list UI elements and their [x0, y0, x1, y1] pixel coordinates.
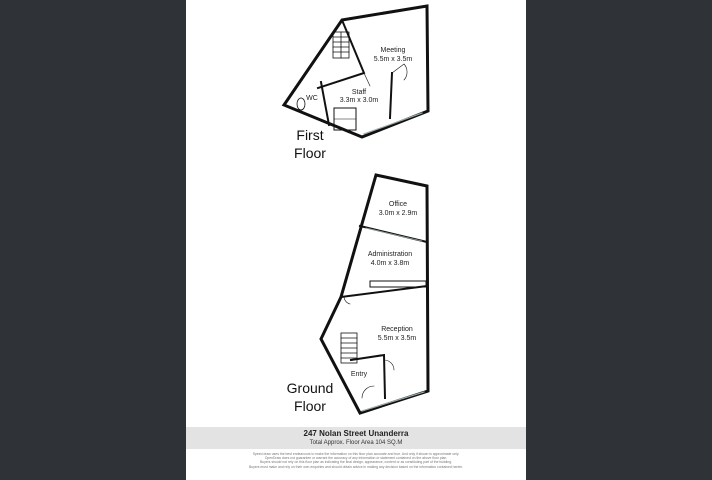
first-floor-inner-wall-wc: [321, 82, 329, 125]
first-floor-window: [364, 113, 422, 134]
room-name-wc: WC: [306, 95, 318, 102]
meeting-door-swing: [392, 64, 407, 80]
total-floor-area: Total Approx. Floor Area 104 SQ.M: [309, 440, 403, 446]
room-name-meeting: Meeting: [380, 47, 406, 54]
room-dims-office: 3.0m x 2.9m: [378, 210, 418, 217]
first-floor-plan: [284, 6, 428, 137]
floor-label-ground-line1: Ground: [286, 380, 334, 396]
disclaimer-line: OpenDraw does not guarantee or warrant the accuracy of any information or statement contained on the above floor plan.: [264, 456, 448, 461]
wall-admin-reception: [341, 286, 427, 297]
staff-door-swing: [364, 73, 370, 86]
toilet-fixture: [297, 98, 305, 110]
floor-label-ground-line2: Floor: [294, 398, 326, 414]
room-name-staff: Staff: [351, 89, 367, 96]
room-name-office: Office: [388, 201, 408, 208]
first-floor-inner-wall-staff: [390, 73, 392, 118]
floor-label-first-line1: First: [296, 127, 324, 143]
room-dims-staff: 3.3m x 3.0m: [339, 97, 379, 104]
room-name-entry: Entry: [350, 371, 368, 378]
floor-plan-drawing: [186, 0, 526, 427]
floor-label-first-line2: Floor: [294, 145, 326, 161]
ground-floor-window-front: [362, 392, 424, 411]
first-floor-stairs: [333, 32, 349, 58]
room-dims-administration: 4.0m x 3.8m: [370, 260, 410, 267]
room-dims-meeting: 5.5m x 3.5m: [373, 56, 413, 63]
disclaimer-line: Buyers should not rely on this floor plan as indicating the final design, appearance, content or as constituting part of the building.: [259, 460, 453, 465]
room-name-reception: Reception: [381, 326, 413, 333]
ground-floor-window-office: [366, 228, 422, 241]
disclaimer: [238, 452, 474, 469]
admin-counter: [370, 281, 426, 287]
room-name-administration: Administration: [367, 251, 413, 258]
floor-plan-sheet: [186, 0, 526, 480]
entry-door-swing: [362, 386, 374, 398]
disclaimer-line: Speed draw uses the best endeavours to make the information on this floor plan accurate and true. And only if shown is approximate only.: [252, 452, 460, 456]
room-dims-reception: 5.5m x 3.5m: [377, 335, 417, 342]
disclaimer-line: Buyers must make and rely on their own enquiries and should obtain advice in making any decision based on the information contained herein.: [248, 464, 464, 469]
footer-bar: [186, 427, 526, 449]
reception-door-swing: [384, 360, 394, 370]
property-address: 247 Nolan Street Unanderra: [303, 429, 409, 438]
